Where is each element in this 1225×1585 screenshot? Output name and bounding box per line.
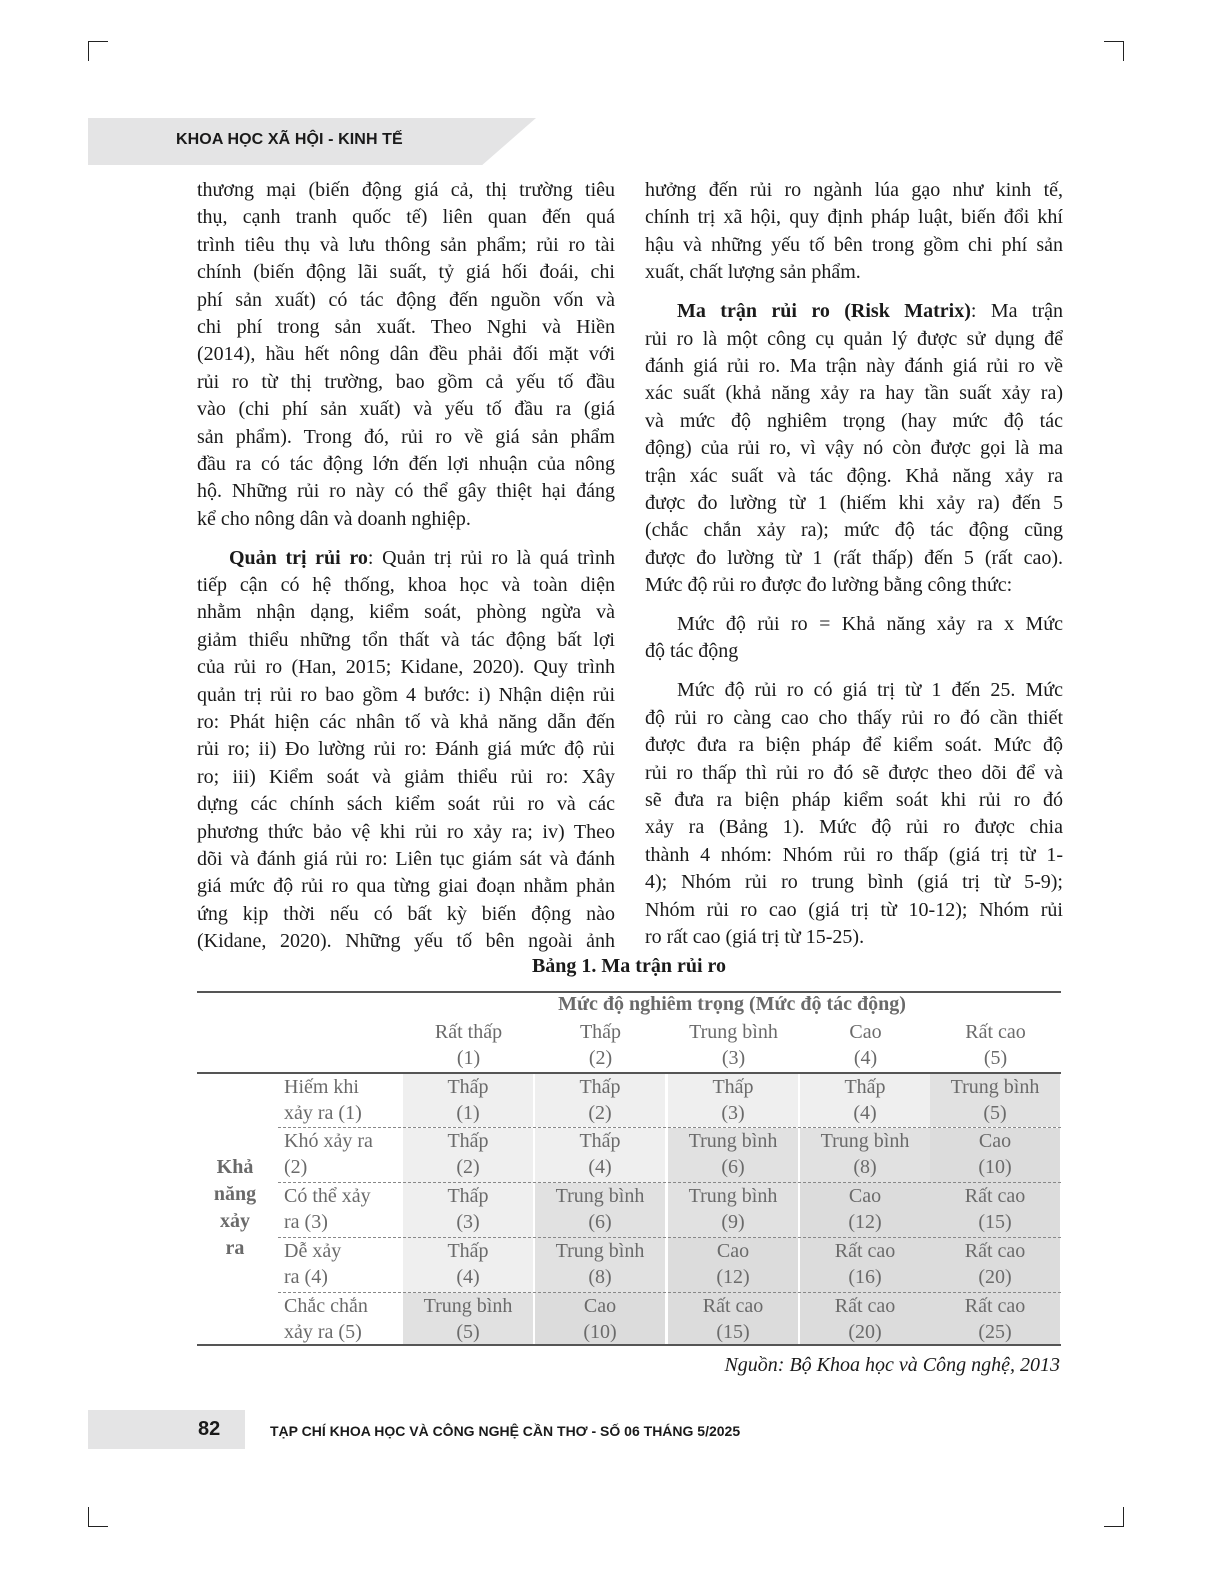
risk-score: (25) — [978, 1321, 1012, 1343]
crop-mark-bottom-left — [88, 1507, 108, 1527]
text-line — [197, 928, 615, 955]
column-label: Rất thấp — [434, 1021, 503, 1043]
matrix-cell — [535, 1183, 665, 1238]
line-text: đánh giá rủi ro. Ma trận này đánh giá rủi ro về — [645, 354, 1063, 377]
risk-score: (4) — [853, 1102, 877, 1124]
row-label — [284, 1183, 404, 1235]
matrix-cell — [668, 1293, 798, 1344]
text-line — [197, 369, 615, 396]
matrix-cell — [930, 1074, 1060, 1127]
line-text: giảm thiểu những tổn thất và tác động bất lợi — [197, 628, 615, 651]
line-text: (2014), hầu hết nông dân đều phải đối mặt với — [197, 343, 615, 366]
severity-header: Mức độ nghiêm trọng (Mức độ tác động) — [558, 993, 906, 1015]
matrix-cell — [535, 1293, 665, 1344]
paragraph — [197, 177, 615, 533]
right-text-column — [645, 177, 1063, 963]
column-header — [403, 1019, 534, 1071]
matrix-cell — [535, 1238, 665, 1293]
risk-level: Trung bình — [423, 1295, 513, 1317]
line-text: ứng kịp thời nếu có bất kỳ biến động nào — [197, 902, 615, 925]
matrix-cell — [668, 1238, 798, 1293]
line-text: đầu ra có tác động lớn đến lợi nhuận của nông — [197, 452, 615, 475]
row-label-line: ra (3) — [284, 1211, 328, 1233]
column-header — [930, 1019, 1061, 1071]
table-title: Bảng 1. Ma trận rủi ro — [531, 955, 727, 977]
table-source: Nguồn: Bộ Khoa học và Công nghệ, 2013 — [724, 1354, 1060, 1376]
risk-level: Trung bình — [555, 1185, 645, 1207]
risk-level: Trung bình — [820, 1130, 910, 1152]
risk-score: (12) — [716, 1266, 750, 1288]
matrix-cell — [403, 1128, 533, 1183]
text-line — [645, 732, 1063, 759]
text-line — [645, 897, 1063, 924]
risk-level: Thấp — [447, 1240, 489, 1262]
text-line — [197, 424, 615, 451]
text-line — [645, 232, 1063, 259]
matrix-cell — [668, 1128, 798, 1183]
risk-score: (3) — [456, 1211, 480, 1233]
crop-mark-top-right — [1104, 41, 1124, 61]
column-score: (5) — [983, 1047, 1008, 1069]
text-line — [645, 842, 1063, 869]
text-line — [197, 287, 615, 314]
risk-score: (4) — [456, 1266, 480, 1288]
matrix-cell — [930, 1293, 1060, 1344]
line-text: được đưa ra biện pháp để kiểm soát. Mức độ — [645, 734, 1063, 757]
column-header — [800, 1019, 931, 1071]
text-line — [197, 259, 615, 286]
risk-score: (4) — [588, 1156, 612, 1178]
row-label-line: ra (4) — [284, 1266, 328, 1288]
risk-score: (16) — [848, 1266, 882, 1288]
line-text: Mức độ rủi ro = Khả năng xảy ra x Mức — [677, 613, 1063, 636]
text-line — [645, 490, 1063, 517]
risk-score: (10) — [583, 1321, 617, 1343]
likelihood-word: xảy — [220, 1210, 250, 1232]
line-text: chính trị xã hội, quy định pháp luật, biến đổi khí — [645, 206, 1063, 229]
line-text: trình tiêu thụ và lưu thông sản phẩm; rủi ro tài — [197, 233, 615, 256]
text-line — [197, 572, 615, 599]
row-label-line: Khó xảy ra — [284, 1130, 373, 1152]
line-text: trận xác suất và tác động. Khả năng xảy ra — [645, 464, 1063, 487]
text-line — [645, 380, 1063, 407]
line-text: xác suất (khả năng xảy ra hay tần suất xảy ra) — [645, 382, 1063, 405]
section-title: KHOA HỌC XÃ HỘI - KINH TẾ — [176, 131, 403, 148]
risk-level: Thấp — [579, 1130, 621, 1152]
risk-level: Cao — [978, 1130, 1012, 1152]
row-label — [284, 1238, 404, 1290]
row-label — [284, 1074, 404, 1126]
text-line — [645, 545, 1063, 572]
text-line — [645, 705, 1063, 732]
line-text: hộ. Những rủi ro này có thể gây thiệt hại đáng — [197, 480, 615, 503]
text-line — [645, 760, 1063, 787]
line-text: hưởng đến rủi ro ngành lúa gạo như kinh tế, — [645, 179, 1063, 201]
text-line — [197, 791, 615, 818]
line-text: thành 4 nhóm: Nhóm rủi ro thấp (giá trị từ 1- — [645, 843, 1063, 866]
risk-score: (8) — [853, 1156, 877, 1178]
line-text: phí sản xuất) có tác động đến nguồn vốn và — [197, 288, 615, 311]
matrix-cell — [800, 1293, 930, 1344]
line-text: ro rất cao (giá trị từ 15-25). — [645, 925, 865, 948]
column-score: (3) — [721, 1047, 746, 1069]
line-text: tiếp cận có hệ thống, khoa học và toàn diện — [197, 574, 615, 597]
text-line — [197, 736, 615, 763]
line-text: thương mại (biến động giá cả, thị trường tiêu — [197, 179, 615, 201]
line-text: : Ma trận — [970, 300, 1064, 323]
line-text: được đo lường từ 1 (rất thấp) đến 5 (rất cao). — [645, 546, 1063, 569]
matrix-cell — [930, 1238, 1060, 1293]
line-text: được đo lường từ 1 (hiếm khi xảy ra) đến 5 — [645, 491, 1063, 514]
row-label-line: xảy ra (1) — [284, 1102, 362, 1124]
risk-score: (15) — [716, 1321, 750, 1343]
risk-score: (5) — [456, 1321, 480, 1343]
text-line — [645, 463, 1063, 490]
matrix-cell — [930, 1183, 1060, 1238]
column-label: Rất cao — [965, 1021, 1026, 1043]
risk-score: (10) — [978, 1156, 1012, 1178]
text-line — [197, 819, 615, 846]
text-line — [645, 408, 1063, 435]
likelihood-word: Khả — [216, 1156, 254, 1178]
text-line — [645, 435, 1063, 462]
text-line — [645, 611, 1063, 638]
column-label: Trung bình — [689, 1021, 778, 1043]
line-text: rủi ro là một công cụ quản lý được sử dụng để — [645, 327, 1063, 350]
matrix-cell — [535, 1128, 665, 1183]
risk-score: (3) — [721, 1102, 745, 1124]
text-line — [197, 654, 615, 681]
text-line — [197, 846, 615, 873]
risk-level: Trung bình — [950, 1076, 1040, 1098]
matrix-cell — [800, 1183, 930, 1238]
risk-level: Trung bình — [555, 1240, 645, 1262]
text-line — [645, 204, 1063, 231]
matrix-cell — [403, 1183, 533, 1238]
text-line — [645, 298, 1063, 325]
line-text: phương thức bảo vệ khi rủi ro xảy ra; iv) Theo — [197, 820, 615, 843]
line-text: sản phẩm). Trong đó, rủi ro về giá sản phẩm — [197, 425, 615, 448]
matrix-cell — [403, 1238, 533, 1293]
line-text: hậu và những yếu tố bên trong gồm chi phí sản — [645, 233, 1063, 256]
column-header — [668, 1019, 799, 1071]
matrix-cell — [800, 1128, 930, 1183]
line-text: ro; iii) Kiểm soát và giảm thiểu rủi ro: Xây — [197, 765, 615, 788]
matrix-cell — [800, 1238, 930, 1293]
text-line — [645, 924, 1063, 951]
risk-score: (2) — [456, 1156, 480, 1178]
text-line — [197, 341, 615, 368]
line-text: và mức độ nghiêm trọng (hay mức độ tác — [645, 409, 1063, 432]
line-text: độ rủi ro càng cao cho thấy rủi ro đó cần thiết — [645, 706, 1063, 729]
line-text: giá mức độ rủi ro qua từng giai đoạn nhằm phản — [197, 875, 615, 898]
text-line — [645, 638, 1063, 665]
matrix-cell — [930, 1128, 1060, 1183]
paragraph — [645, 298, 1063, 599]
risk-score: (2) — [588, 1102, 612, 1124]
line-text: sẽ đưa ra biện pháp kiểm soát khi rủi ro đó — [645, 788, 1063, 811]
text-line — [197, 709, 615, 736]
text-line — [645, 177, 1063, 204]
risk-score: (5) — [983, 1102, 1007, 1124]
matrix-cell — [535, 1074, 665, 1127]
column-score: (1) — [456, 1047, 481, 1069]
column-score: (4) — [853, 1047, 878, 1069]
text-line — [197, 873, 615, 900]
text-line — [197, 396, 615, 423]
text-line — [197, 451, 615, 478]
line-text: rủi ro từ thị trường, bao gồm cả yếu tố đầu — [197, 370, 615, 393]
row-label-line: (2) — [284, 1156, 308, 1178]
text-line — [645, 517, 1063, 544]
risk-level: Thấp — [447, 1076, 489, 1098]
likelihood-word: năng — [213, 1183, 257, 1205]
text-line — [197, 682, 615, 709]
text-line — [197, 314, 615, 341]
matrix-cell — [668, 1074, 798, 1127]
line-text: Mức độ rủi ro được đo lường bằng công thức: — [645, 574, 1013, 597]
line-text: của rủi ro (Han, 2015; Kidane, 2020). Quy trình — [197, 656, 615, 679]
text-line — [645, 869, 1063, 896]
line-text: nhằm nhận dạng, kiểm soát, phòng ngừa và — [197, 601, 615, 624]
crop-mark-top-left — [88, 41, 108, 61]
row-label — [284, 1293, 404, 1345]
risk-score: (6) — [721, 1156, 745, 1178]
line-text: 4); Nhóm rủi ro trung bình (giá trị từ 5-9); — [645, 871, 1063, 894]
left-text-column — [197, 177, 615, 967]
likelihood-word: ra — [225, 1237, 245, 1259]
risk-level: Rất cao — [834, 1240, 896, 1262]
line-text: thụ, cạnh tranh quốc tế) liên quan đến quá — [197, 206, 615, 229]
row-label-line: Dễ xảy — [284, 1240, 342, 1262]
text-line — [197, 478, 615, 505]
text-line — [645, 572, 1063, 599]
page-number-box — [88, 1410, 245, 1449]
bold-heading: Ma trận rủi ro (Risk Matrix) — [677, 300, 971, 323]
journal-footer: TẠP CHÍ KHOA HỌC VÀ CÔNG NGHỆ CẦN THƠ - SỐ 06 THÁNG 5/2025 — [270, 1423, 741, 1439]
column-label: Thấp — [579, 1021, 622, 1043]
matrix-cell — [800, 1074, 930, 1127]
text-line — [645, 677, 1063, 704]
risk-score: (6) — [588, 1211, 612, 1233]
risk-score: (20) — [978, 1266, 1012, 1288]
risk-level: Thấp — [844, 1076, 886, 1098]
paragraph — [645, 611, 1063, 666]
risk-score: (12) — [848, 1211, 882, 1233]
risk-level: Rất cao — [702, 1295, 764, 1317]
row-label-line: xảy ra (5) — [284, 1321, 362, 1343]
row-label-line: Chắc chắn — [284, 1295, 368, 1317]
line-text: vào (chi phí sản xuất) và yếu tố đầu ra (giá — [197, 398, 615, 421]
line-text: Mức độ rủi ro có giá trị từ 1 đến 25. Mức — [677, 679, 1063, 702]
row-label-line: Có thể xảy — [284, 1185, 371, 1207]
risk-level: Trung bình — [688, 1185, 778, 1207]
risk-level: Cao — [583, 1295, 617, 1317]
line-text: dựng các chính sách kiểm soát rủi ro và các — [197, 793, 615, 816]
text-line — [645, 326, 1063, 353]
row-label — [284, 1128, 404, 1180]
paragraph — [645, 677, 1063, 951]
risk-level: Rất cao — [964, 1185, 1026, 1207]
crop-mark-bottom-right — [1104, 1507, 1124, 1527]
risk-level: Thấp — [712, 1076, 754, 1098]
line-text: (Kidane, 2020). Những yếu tố bên ngoài ảnh — [197, 930, 615, 953]
text-line — [197, 764, 615, 791]
line-text: (chắc chắn xảy ra); mức độ tác động cũng — [645, 519, 1063, 542]
text-line — [197, 599, 615, 626]
line-text: ro: Phát hiện các nhân tố và khả năng dẫn đến — [197, 711, 615, 734]
risk-level: Trung bình — [688, 1130, 778, 1152]
column-header — [535, 1019, 666, 1071]
matrix-cell — [668, 1183, 798, 1238]
page-number: 82 — [198, 1418, 221, 1440]
risk-score: (1) — [456, 1102, 480, 1124]
line-text: rủi ro; ii) Đo lường rủi ro: Đánh giá mức độ rủi — [197, 738, 615, 761]
risk-level: Cao — [716, 1240, 750, 1262]
risk-score: (20) — [848, 1321, 882, 1343]
risk-level: Rất cao — [834, 1295, 896, 1317]
text-line — [197, 627, 615, 654]
text-line — [645, 787, 1063, 814]
risk-level: Thấp — [579, 1076, 621, 1098]
line-text: kể cho nông dân và doanh nghiệp. — [197, 507, 471, 530]
risk-level: Rất cao — [964, 1240, 1026, 1262]
line-text: : Quản trị rủi ro là quá trình — [367, 546, 615, 569]
risk-level: Rất cao — [964, 1295, 1026, 1317]
line-text: chính (biến động lãi suất, tỷ giá hối đoái, chi — [197, 261, 615, 284]
text-line — [645, 353, 1063, 380]
risk-score: (8) — [588, 1266, 612, 1288]
paragraph — [645, 177, 1063, 287]
column-label: Cao — [849, 1021, 882, 1043]
text-line — [197, 177, 615, 204]
column-score: (2) — [588, 1047, 613, 1069]
line-text: quản trị rủi ro bao gồm 4 bước: i) Nhận diện rủi — [197, 683, 615, 706]
likelihood-header — [197, 1154, 273, 1262]
risk-level: Cao — [848, 1185, 882, 1207]
bold-heading: Quản trị rủi ro — [229, 546, 368, 569]
risk-level: Thấp — [447, 1185, 489, 1207]
line-text: độ tác động — [645, 640, 739, 663]
row-label-line: Hiếm khi — [284, 1076, 359, 1098]
text-line — [197, 545, 615, 572]
line-text: rủi ro thấp thì rủi ro đó sẽ được theo dõi để và — [645, 761, 1063, 784]
matrix-cell — [403, 1074, 533, 1127]
line-text: dõi và đánh giá rủi ro: Liên tục giám sát và đánh — [197, 847, 615, 870]
risk-score: (9) — [721, 1211, 745, 1233]
line-text: chi phí trong sản xuất. Theo Nghi và Hiền — [197, 315, 615, 338]
text-line — [197, 901, 615, 928]
paragraph — [197, 545, 615, 956]
line-text: động) của rủi ro, vì vậy nó còn được gọi là ma — [645, 437, 1063, 460]
text-line — [645, 814, 1063, 841]
text-line — [197, 204, 615, 231]
line-text: Nhóm rủi ro cao (giá trị từ 10-12); Nhóm rủi — [645, 898, 1063, 921]
matrix-cell — [403, 1293, 533, 1344]
risk-score: (15) — [978, 1211, 1012, 1233]
line-text: xuất, chất lượng sản phẩm. — [645, 261, 861, 284]
text-line — [197, 506, 615, 533]
text-line — [645, 259, 1063, 286]
risk-level: Thấp — [447, 1130, 489, 1152]
text-line — [197, 232, 615, 259]
line-text: xảy ra (Bảng 1). Mức độ rủi ro được chia — [645, 816, 1063, 839]
